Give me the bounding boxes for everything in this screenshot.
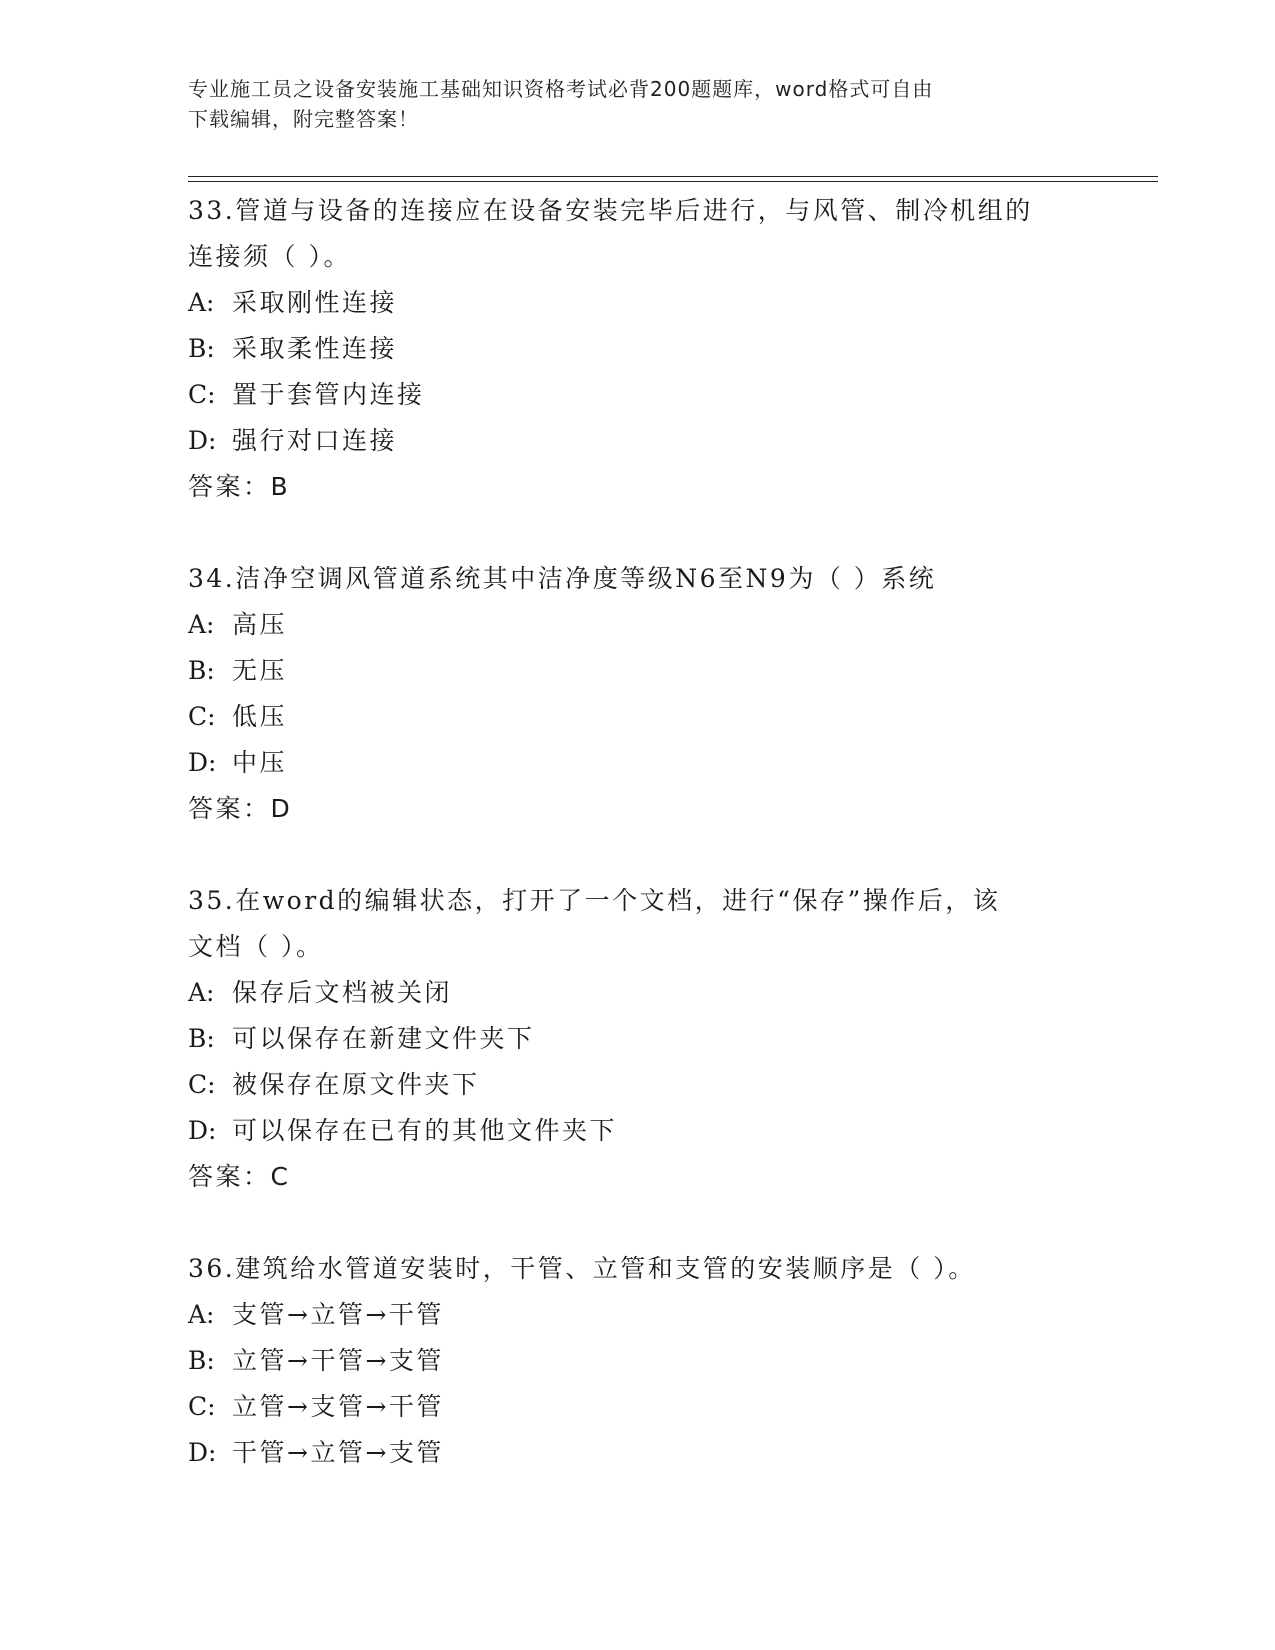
option-label: C: [188, 1392, 216, 1421]
option-label: B: [188, 656, 215, 685]
header-divider-top [188, 176, 1158, 177]
question-stem-line: 文档（ ）。 [188, 932, 324, 961]
option-a [188, 280, 1088, 326]
option-label: A: [188, 1300, 215, 1329]
option-text: 采取柔性连接 [232, 334, 398, 363]
option-b [188, 648, 1088, 694]
question-stem-line: 35.在word的编辑状态，打开了一个文档，进行“保存”操作后，该 [188, 886, 1001, 915]
document-header [188, 74, 1068, 134]
option-text: 强行对口连接 [232, 426, 398, 455]
option-text: 中压 [232, 748, 288, 777]
header-title-line-2: 下载编辑，附完整答案！ [188, 107, 419, 131]
option-b [188, 1338, 1088, 1384]
option-a [188, 970, 1088, 1016]
option-label: D: [188, 748, 217, 777]
option-d [188, 740, 1088, 786]
option-label: D: [188, 1116, 217, 1145]
option-text: 低压 [232, 702, 288, 731]
question-stem-line: 34.洁净空调风管道系统其中洁净度等级N6至N9为（ ）系统 [188, 564, 937, 593]
option-text: 置于套管内连接 [232, 380, 425, 409]
option-text: 保存后文档被关闭 [232, 978, 453, 1007]
option-text: 立管→支管→干管 [232, 1392, 444, 1421]
answer-line: 答案：C [188, 1162, 291, 1191]
option-c [188, 1384, 1088, 1430]
option-a [188, 1292, 1088, 1338]
question-stem-line: 36.建筑给水管道安装时，干管、立管和支管的安装顺序是（ ）。 [188, 1254, 976, 1283]
option-c [188, 694, 1088, 740]
option-label: B: [188, 1346, 215, 1375]
option-b [188, 1016, 1088, 1062]
question-stem-line: 连接须（ ）。 [188, 242, 351, 271]
question-33 [188, 188, 1088, 510]
option-c [188, 372, 1088, 418]
option-c [188, 1062, 1088, 1108]
option-text: 可以保存在新建文件夹下 [232, 1024, 535, 1053]
option-label: C: [188, 702, 216, 731]
option-d [188, 418, 1088, 464]
option-label: B: [188, 334, 215, 363]
question-list [188, 188, 1088, 1476]
question-35 [188, 878, 1088, 1200]
header-title-line-1: 专业施工员之设备安装施工基础知识资格考试必背200题题库，word格式可自由 [188, 77, 934, 101]
option-label: B: [188, 1024, 215, 1053]
option-label: C: [188, 1070, 216, 1099]
option-label: A: [188, 288, 215, 317]
option-text: 支管→立管→干管 [232, 1300, 444, 1329]
option-d [188, 1430, 1088, 1476]
question-34 [188, 556, 1088, 832]
option-text: 无压 [232, 656, 288, 685]
header-divider-bottom [188, 181, 1158, 182]
option-text: 高压 [232, 610, 288, 639]
answer-line: 答案：B [188, 472, 291, 501]
answer-line: 答案：D [188, 794, 293, 823]
question-stem-line: 33.管道与设备的连接应在设备安装完毕后进行，与风管、制冷机组的 [188, 196, 1033, 225]
option-label: D: [188, 1438, 217, 1467]
option-b [188, 326, 1088, 372]
option-label: A: [188, 978, 215, 1007]
question-36 [188, 1246, 1088, 1476]
option-text: 干管→立管→支管 [232, 1438, 444, 1467]
option-label: C: [188, 380, 216, 409]
option-text: 可以保存在已有的其他文件夹下 [232, 1116, 618, 1145]
option-text: 采取刚性连接 [232, 288, 398, 317]
option-text: 立管→干管→支管 [232, 1346, 444, 1375]
option-label: D: [188, 426, 217, 455]
option-text: 被保存在原文件夹下 [232, 1070, 480, 1099]
option-a [188, 602, 1088, 648]
option-d [188, 1108, 1088, 1154]
option-label: A: [188, 610, 215, 639]
